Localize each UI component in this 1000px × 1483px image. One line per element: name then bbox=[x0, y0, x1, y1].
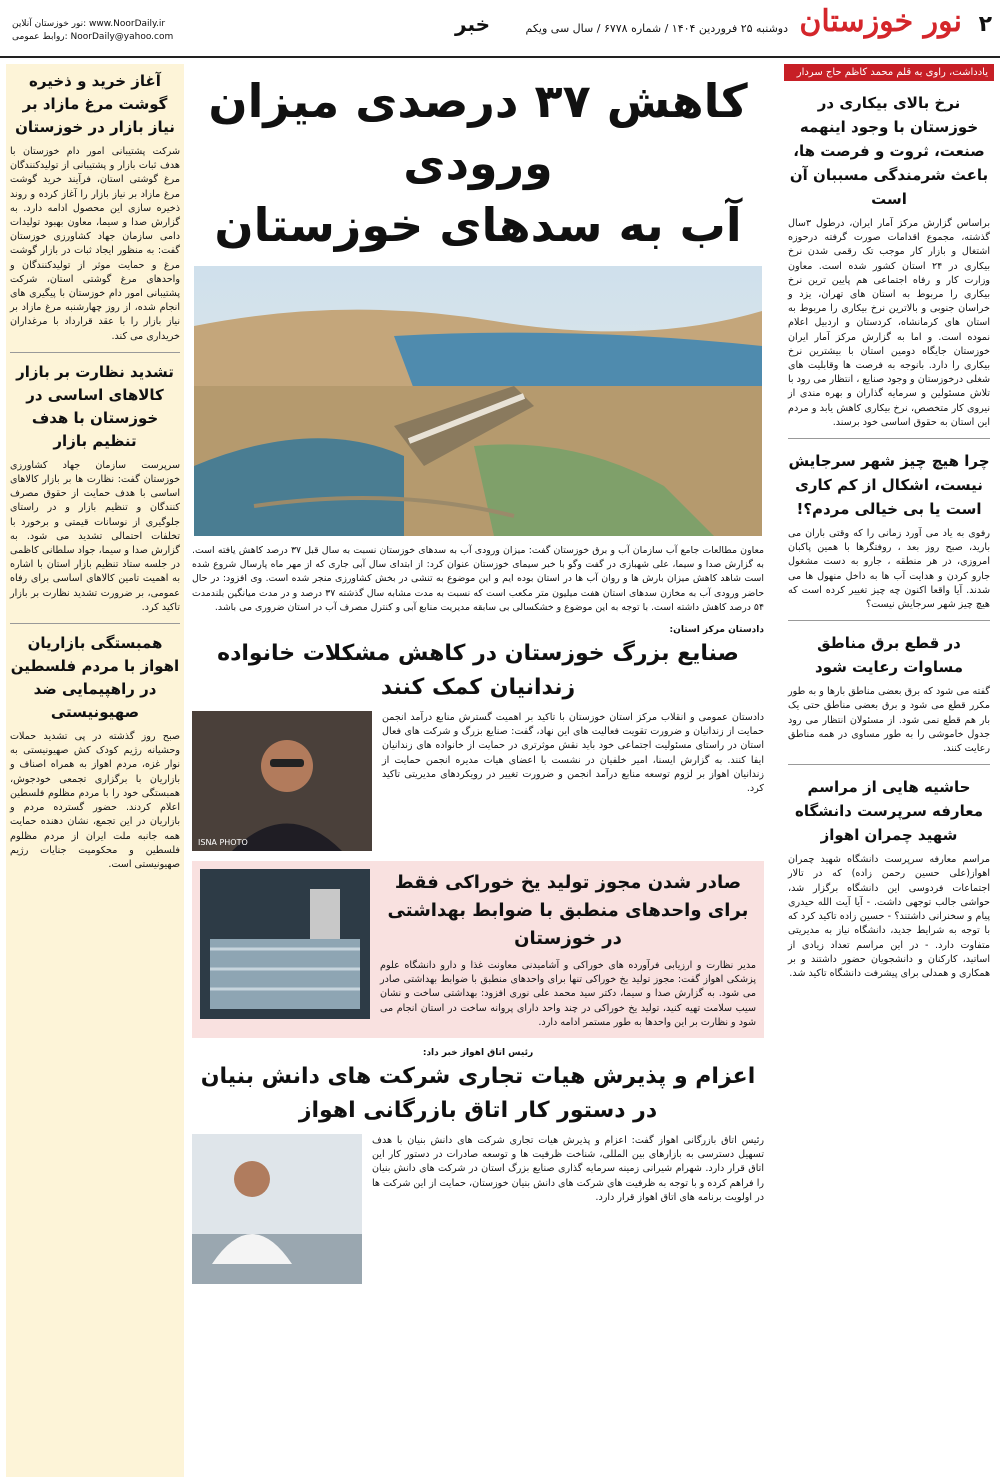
story2-source: دادستان مرکز استان: bbox=[669, 625, 764, 636]
divider bbox=[788, 620, 990, 621]
story4-body: رئیس اتاق بازرگانی اهواز گفت: اعزام و پذیرش هیات تجاری شرکت های دانش بنیان با هدف تسهیل دسترسی به بازارهای بین المللی، شناخت ظرفیت ها و توسعه صادرات در دستور کار این اتاق قرار دارد. شهرام شیرانی زمینه سرمایه گذاری صنایع بزرگ استان در شرکت های دانش بنیان را فراهم کرده و با توجه به ظرفیت های شرکت های دانش بنیان خوزستان، حمایت از این شرکت ها در اولویت برنامه های اتاق اهواز قرار دارد. bbox=[372, 1135, 764, 1203]
divider bbox=[788, 438, 990, 439]
right-title-3: در قطع برق مناطق مساوات رعایت شود bbox=[814, 634, 964, 677]
photo-credit: ISNA PHOTO bbox=[198, 838, 248, 848]
newspaper-logo: نور خوزستان bbox=[799, 4, 962, 39]
headline bbox=[192, 70, 764, 256]
story2-title: صنایع بزرگ خوزستان در کاهش مشکلات خانواده زندانیان کمک کنند bbox=[217, 641, 739, 701]
story2-body: دادستان عمومی و انقلاب مرکز استان خوزستان با تاکید بر اهمیت گسترش منابع درآمد انجمن حمایت از زندانیان و ضرورت تقویت فعالیت های این نهاد، گفت: صنایع بزرگ و شرکت های فعال استان در راستای مسئولیت اجتماعی خود باید نقش موثرتری در حمایت از خانواده های زندانیان ایفا کنند. به گزارش ایسنا، امیر خلفیان در نشست با اعضای هیات مدیره انجمن حمایت از زندانیان اهواز بر لزوم توسعه منابع درآمد انجمن و ضرورت تغییر در رویکردهای مدیریتی تاکید کرد. bbox=[382, 712, 764, 795]
column-kicker: یادداشت، راوی به قلم محمد کاظم حاج سردار bbox=[784, 64, 994, 81]
right-body-3: گفته می شود که برق بعضی مناطق بارها و به طور مکرر قطع می شود و برق بعضی مناطق حتی یک بار هم قطع نمی شود. از مسئولان انتظار می رود جدول خاموشی را به طور مساوی در همه مناطق رعایت کنند. bbox=[788, 686, 990, 755]
left-title-2: تشدید نظارت بر بازار کالاهای اساسی در خوزستان با هدف تنظیم بازار bbox=[16, 362, 174, 450]
story3-box bbox=[192, 861, 764, 1038]
lab-photo bbox=[192, 1134, 362, 1284]
main-area bbox=[192, 64, 764, 1284]
story2-row bbox=[192, 711, 764, 851]
right-title-1: نرخ بالای بیکاری در خوزستان با وجود اینهمه صنعت، ثروت و فرصت ها، باعث شرمندگی مسببان آن است bbox=[789, 94, 989, 208]
story3-body: مدیر نظارت و ارزیابی فرآورده های خوراکی و آشامیدنی معاونت غذا و دارو دانشگاه علوم پزشکی اهواز گفت: مجوز تولید یخ خوراکی تنها برای واحدهای منطبق با ضوابط بهداشتی صادر می شود. به گزارش صدا و سیما، دکتر سید محمد علی نوری افزود: بهداشتی ساخت و نشان سیب سلامت تهیه کنید، تولید یخ خوراکی در چند واحد دارای پروانه ساخت در استان انجام می شود و نظارت بر این واحدها به طور مستمر ادامه دارد. bbox=[380, 960, 756, 1028]
left-body-2: سرپرست سازمان جهاد کشاورزی خوزستان گفت: نظارت ها بر بازار کالاهای اساسی با هدف حمایت از حقوق مصرف کنندگان و تنظیم بازار و در راستای جلوگیری از نوسانات قیمتی و برخورد با تخلفات احتمالی تشدید می شود. به گزارش صدا و سیما، جواد سلطانی کاظمی در جلسه ستاد تنظیم بازار استان با اشاره به اهمیت تامین کالاهای اساسی برای رفاه عمومی، بر ضرورت تشدید نظارت بر بازار تاکید کرد. bbox=[10, 459, 180, 613]
person-illustration bbox=[192, 711, 372, 851]
lead-body bbox=[192, 544, 764, 615]
page-header bbox=[0, 0, 1000, 58]
right-body-2: رفوی به یاد می آورد زمانی را که وقتی باران می بارید، صبح روز بعد ، روفتگرها با همین پاکبان امروزی، در هر منطقه ، جارو به دست مشغول جارو کردن و هدایت آب ها به داخل منهول ها می شدند. آیا واقعا اکنون چه چیز تغییر کرده است که هیچ چیز شهر سرجایش نیست؟ bbox=[788, 528, 990, 611]
portrait-photo bbox=[192, 711, 372, 851]
story4-title: اعزام و پذیرش هیات تجاری شرکت های دانش بنیان در دستور کار اتاق بازرگانی اهواز bbox=[200, 1064, 756, 1124]
left-column bbox=[6, 64, 184, 1477]
divider bbox=[10, 352, 180, 353]
page-number: ۲ bbox=[978, 12, 992, 37]
right-body-1: براساس گزارش مرکز آمار ایران، درطول ۳سال گذشته، مجموع اقدامات صورت گرفته درحوزه اشتغال و بازار کار موجب تک رقمی شدن نرخ بیکاری در ۲۴ استان کشور شده است. معاون وزارت کار و رفاه اجتماعی هم پایین ترین نرخ بیکاری را مربوط به استان های تهران، یزد و خراسان جنوبی و بالاترین نرخ بیکاری را مربوط به استان های کرمانشاه، کردستان و اردبیل اعلام نموده است. و اما به گزارش مرکز آمار ایران خوزستان جایگاه دومین استان با بیشترین نرخ بیکاری را دارد. بانوجه به فرصت ها وقابلیت های شغلی درخوزستان و وجود صنایع ، انتظار می رود با تلاش مسئولین و سرمایه گذاران و بهره مندی از نیروی کار متخصص، نرخ بیکاری کاهش یابد و مردم این استان به حقوق اساسی خود برسند. bbox=[788, 218, 990, 428]
dam-photo bbox=[194, 266, 762, 536]
right-title-4: حاشیه هایی از مراسم معارفه سرپرست دانشگاه شهید چمران اهواز bbox=[794, 778, 983, 845]
site-url[interactable]: نور خوزستان آنلاین: www.NoorDaily.ir bbox=[12, 19, 166, 29]
left-title-1: آغاز خرید و ذخیره گوشت مرغ مازاد بر نیاز بازار در خوزستان bbox=[15, 72, 175, 136]
left-title-3: همبستگی بازاریان اهواز با مردم فلسطین در راهپیمایی ضد صهیونیستی bbox=[10, 634, 180, 722]
story3-text bbox=[380, 869, 756, 1030]
story4-kicker: رئیس اتاق اهواز خبر داد: bbox=[422, 1048, 534, 1059]
story3-title: صادر شدن مجوز تولید یخ خوراکی فقط برای واحدهای منطبق با ضوابط بهداشتی در خوزستان bbox=[387, 872, 749, 950]
site-info bbox=[12, 18, 173, 44]
divider bbox=[10, 623, 180, 624]
site-email[interactable]: روابط عمومی: NoorDaily@yahoo.com bbox=[12, 32, 174, 42]
story4-row bbox=[192, 1134, 764, 1284]
dateline: دوشنبه ۲۵ فروردین ۱۴۰۴ / شماره ۶۷۷۸ / سال سی ویکم bbox=[525, 22, 788, 35]
right-body-4: مراسم معارفه سرپرست دانشگاه شهید چمران اهواز(علی حسین رحمن زاده) که در تالار اجتماعات فردوسی این دانشگاه برگزار شد، حواشی جالب توجهی داشت. - آیا آیت الله حیدری پیام و سخنرانی داشتند؟ - حسین زاده تاکید کرد که با توجه به شرایط جدید، دانشگاه نیاز به مدیریتی متفاوت دارد. - در این مراسم تعداد زیادی از اساتید، کارکنان و دانشجویان حضور داشتند و بر همکاری و همدلی برای پیشرفت دانشگاه تاکید شد. bbox=[788, 854, 990, 979]
headline-line-2: آب به سدهای خوزستان bbox=[214, 198, 742, 252]
ice-factory-photo bbox=[200, 869, 370, 1019]
section-name: خبر bbox=[455, 12, 491, 36]
right-title-2: چرا هیچ چیز شهر سرجایش نیست، اشکال از کم کاری است یا بی خیالی مردم؟! bbox=[788, 452, 990, 519]
left-body-3: صبح روز گذشته در پی تشدید حملات وحشیانه رژیم کودک کش صهیونیستی به نوار غزه، مردم اهواز به همراه اصناف و بازاریان با برگزاری تجمعی خودجوش، همبستگی خود را با مردم مظلوم فلسطین اعلام کردند. حضور گسترده مردم و بازاریان در این تجمع، نشان دهنده حمایت همه جانبه ملت ایران از مردم مظلوم فلسطین و محکومیت جنایات رژیم صهیونیستی است. bbox=[10, 731, 180, 870]
headline-line-1: کاهش ۳۷ درصدی میزان ورودی bbox=[208, 74, 748, 190]
left-body-1: شرکت پشتیبانی امور دام خوزستان با هدف ثبات بازار و پشتیبانی از تولیدکنندگان مرغ گوشتی استان، فرآیند خرید گوشت مرغ مازاد بر نیاز بازار را آغاز کرده و روند ذخیره سازی این محصول ادامه دارد. به گزارش صدا و سیما، معاون بهبود تولیدات دامی سازمان جهاد کشاورزی خوزستان گفت: به منظور ایجاد ثبات در بازار گوشت مرغ و حمایت موثر از تولیدکنندگان و واحدهای مرغ گوشتی استان، شرکت پشتیبانی امور دام خوزستان با پیگیری های انجام شده، از روز چهارشنبه مرغ مازاد بر نیاز بازار را با عقد قرارداد با مرغداران خریداری می کند. bbox=[10, 146, 180, 342]
lead-body-text: معاون مطالعات جامع آب سازمان آب و برق خوزستان گفت: میزان ورودی آب به سدهای خوزستان نسبت به سال قبل ۳۷ درصد کاهش یافته است. به گزارش صدا و سیما، علی شهبازی در گفت وگو با خبر سیمای خوزستان عنوان کرد: از ابتدای سال آبی جاری که از مهر ماه پارسال شروع شده است شاهد کاهش میزان بارش ها و روان آب ها در استان بوده ایم و این موضوع به تنشی در بخش کشاورزی منجر شده است. وی افزود: در حال حاضر ورودی آب به مخازن سدهای استان هفت میلیون متر مکعب است که نسبت به مدت مشابه سال گذشته ۳۷ درصد و در مدت میانگین بلندمدت ۵۴ درصد کاهش داشته است. با توجه به این موضوع و خشکسالی بی سابقه مدیریت منابع آبی و کنترل مصرف آب در استان ضروری می باشد. bbox=[192, 545, 764, 613]
divider bbox=[788, 764, 990, 765]
right-column bbox=[784, 64, 994, 1477]
